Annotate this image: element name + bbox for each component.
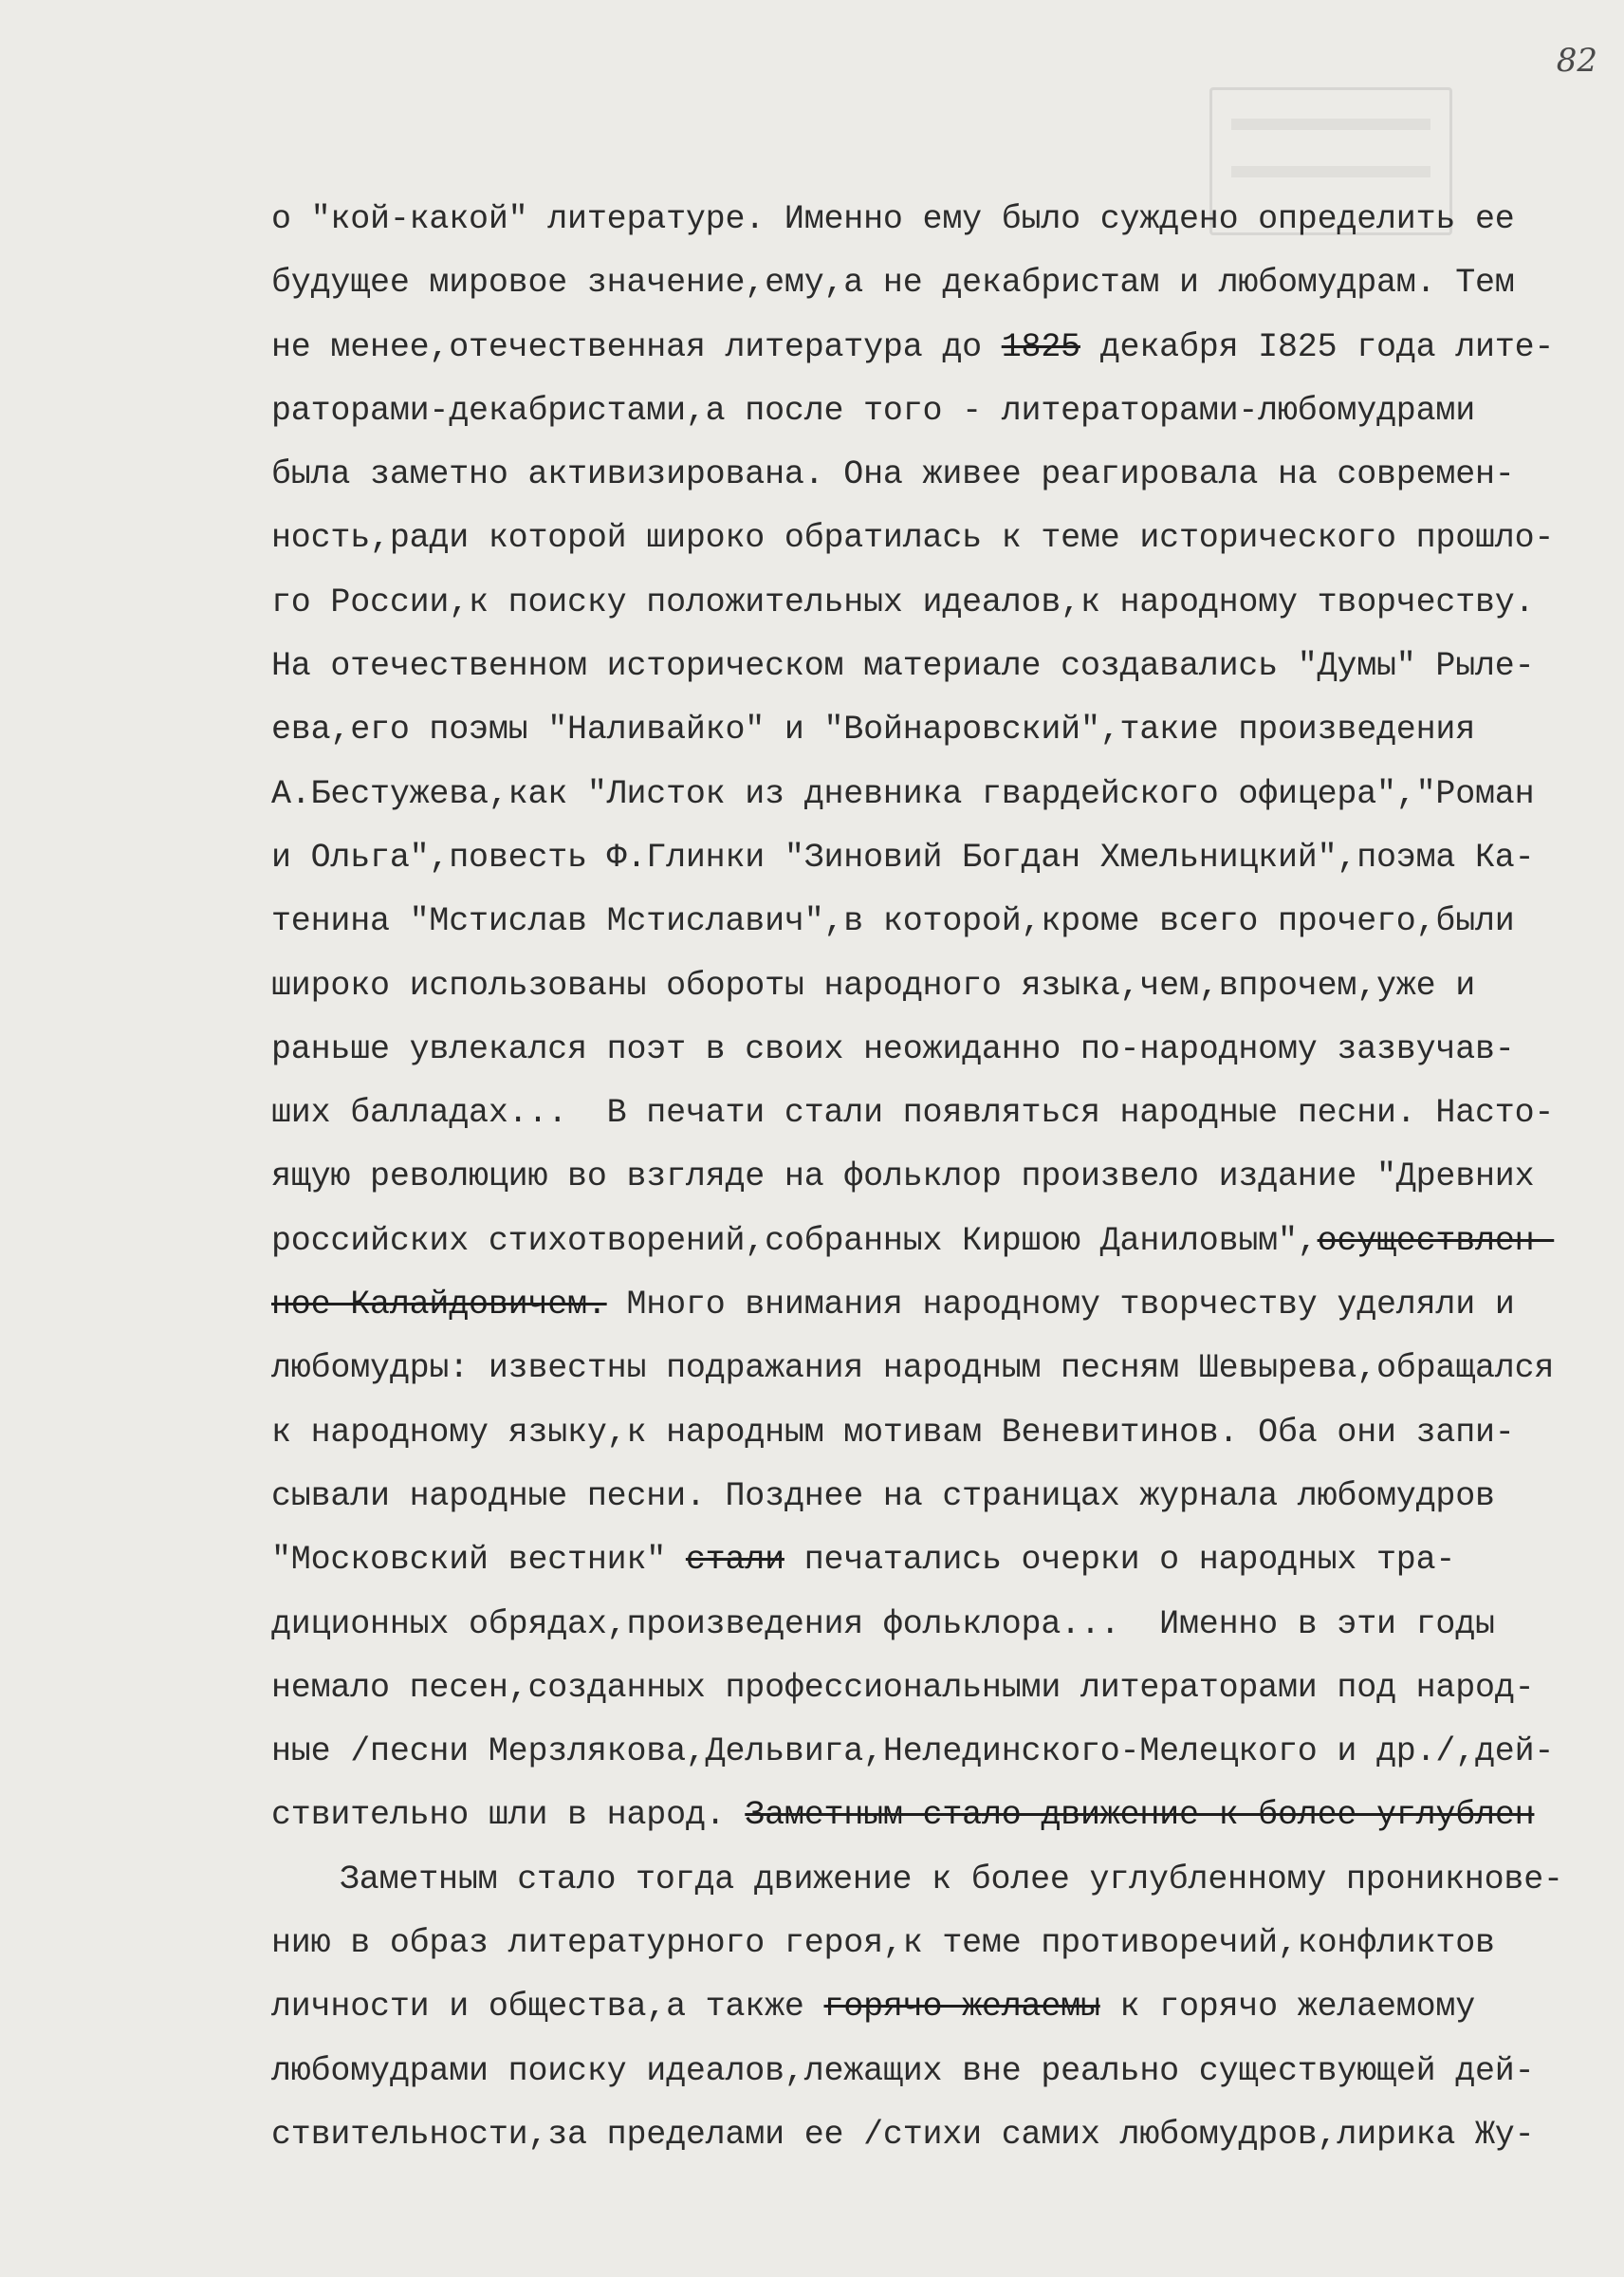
text-line <box>271 1145 1599 1209</box>
text-segment: к народному языку,к народным мотивам Веневитинов. Оба они запи- <box>271 1413 1515 1452</box>
text-line <box>271 1848 1599 1912</box>
text-segment: раньше увлекался поэт в своих неожиданно по-народному зазвучав- <box>271 1029 1515 1068</box>
text-segment: российских стихотворений,собранных Киршою Даниловым", <box>271 1221 1318 1260</box>
typewritten-text <box>271 188 1599 2167</box>
text-segment: будущее мировое значение,ему,а не декабристам и любомудрам. Тем <box>271 264 1515 303</box>
struck-text: стали <box>685 1541 784 1580</box>
text-segment: На отечественном историческом материале создавались "Думы" Рыле- <box>271 647 1535 686</box>
struck-text: ное Калайдовичем. <box>271 1286 607 1324</box>
text-segment: сывали народные песни. Позднее на страницах журнала любомудров <box>271 1476 1495 1515</box>
text-line <box>271 2040 1599 2103</box>
text-line <box>271 1975 1599 2039</box>
text-segment: раторами-декабристами,а после того - литераторами-любомудрами <box>271 391 1476 430</box>
text-segment: личности и общества,а также <box>271 1988 824 2027</box>
text-segment: декабря I825 года лите- <box>1080 327 1555 366</box>
text-segment: любомудрами поиску идеалов,лежащих вне реально существующей дей- <box>271 2051 1535 2090</box>
text-line <box>271 380 1599 443</box>
text-line <box>271 1337 1599 1400</box>
text-segment: не менее,отечественная литература до <box>271 327 1002 366</box>
text-line <box>271 1657 1599 1720</box>
text-line <box>271 635 1599 698</box>
text-line <box>271 763 1599 826</box>
text-segment: широко использованы обороты народного языка,чем,впрочем,уже и <box>271 966 1476 1005</box>
text-line <box>271 571 1599 635</box>
text-segment: немало песен,созданных профессиональными литераторами под народ- <box>271 1668 1535 1707</box>
text-line <box>271 890 1599 953</box>
text-line <box>271 507 1599 570</box>
struck-text: 1825 <box>1001 327 1080 366</box>
text-line <box>271 1401 1599 1465</box>
text-line <box>271 316 1599 380</box>
text-segment: печатались очерки о народных тра- <box>784 1541 1456 1580</box>
text-line <box>271 1018 1599 1082</box>
text-line <box>271 1784 1599 1847</box>
text-line <box>271 251 1599 315</box>
text-line <box>271 1912 1599 1975</box>
text-segment: о "кой-какой" литературе. Именно ему было суждено определить ее <box>271 200 1515 238</box>
text-line <box>271 826 1599 890</box>
text-segment: Много внимания народному творчеству уделяли и <box>606 1286 1515 1324</box>
text-line <box>271 1720 1599 1784</box>
text-segment: ные /песни Мерзлякова,Дельвига,Нелединского-Мелецкого и др./,дей- <box>271 1732 1555 1771</box>
text-segment: ность,ради которой широко обратилась к теме исторического прошло- <box>271 519 1555 558</box>
text-line <box>271 1528 1599 1592</box>
text-segment: ствительно шли в народ. <box>271 1796 746 1835</box>
text-segment: го России,к поиску положительных идеалов,к народному творчеству. <box>271 583 1535 621</box>
text-line <box>271 1465 1599 1528</box>
text-line <box>271 1273 1599 1337</box>
text-segment: тенина "Мстислав Мстиславич",в которой,кроме всего прочего,были <box>271 902 1515 941</box>
text-segment: ящую революцию во взгляде на фольклор произвело издание "Древних <box>271 1157 1535 1196</box>
text-line <box>271 1082 1599 1145</box>
text-line <box>271 954 1599 1018</box>
text-segment: Заметным стало тогда движение к более углубленному проникнове- <box>340 1860 1563 1898</box>
text-segment: ствительности,за пределами ее /стихи самих любомудров,лирика Жу- <box>271 2115 1535 2154</box>
text-line <box>271 1593 1599 1657</box>
text-line <box>271 443 1599 507</box>
page-number: 82 <box>1556 42 1597 80</box>
text-line <box>271 1210 1599 1273</box>
text-line <box>271 698 1599 762</box>
text-segment: ших балладах... В печати стали появляться народные песни. Насто- <box>271 1094 1555 1133</box>
text-segment: А.Бестужева,как "Листок из дневника гвардейского офицера","Роман <box>271 774 1535 813</box>
text-segment: диционных обрядах,произведения фольклора... Именно в эти годы <box>271 1604 1495 1643</box>
struck-text: осуществлен- <box>1317 1221 1555 1260</box>
text-line <box>271 2103 1599 2167</box>
text-segment: и Ольга",повесть Ф.Глинки "Зиновий Богдан Хмельницкий",поэма Ка- <box>271 838 1535 877</box>
struck-text: Заметным стало движение к более углублен <box>745 1796 1535 1835</box>
text-segment: любомудры: известны подражания народным песням Шевырева,обращался <box>271 1349 1555 1388</box>
text-segment: ева,его поэмы "Наливайко" и "Войнаровский",такие произведения <box>271 711 1476 750</box>
text-segment: была заметно активизирована. Она живее реагировала на современ- <box>271 455 1515 494</box>
text-segment: к горячо желаемому <box>1099 1988 1476 2027</box>
text-segment: нию в образ литературного героя,к теме противоречий,конфликтов <box>271 1924 1495 1963</box>
text-segment: "Московский вестник" <box>271 1541 686 1580</box>
text-line <box>271 188 1599 251</box>
struck-text: горячо желаемы <box>823 1988 1100 2027</box>
